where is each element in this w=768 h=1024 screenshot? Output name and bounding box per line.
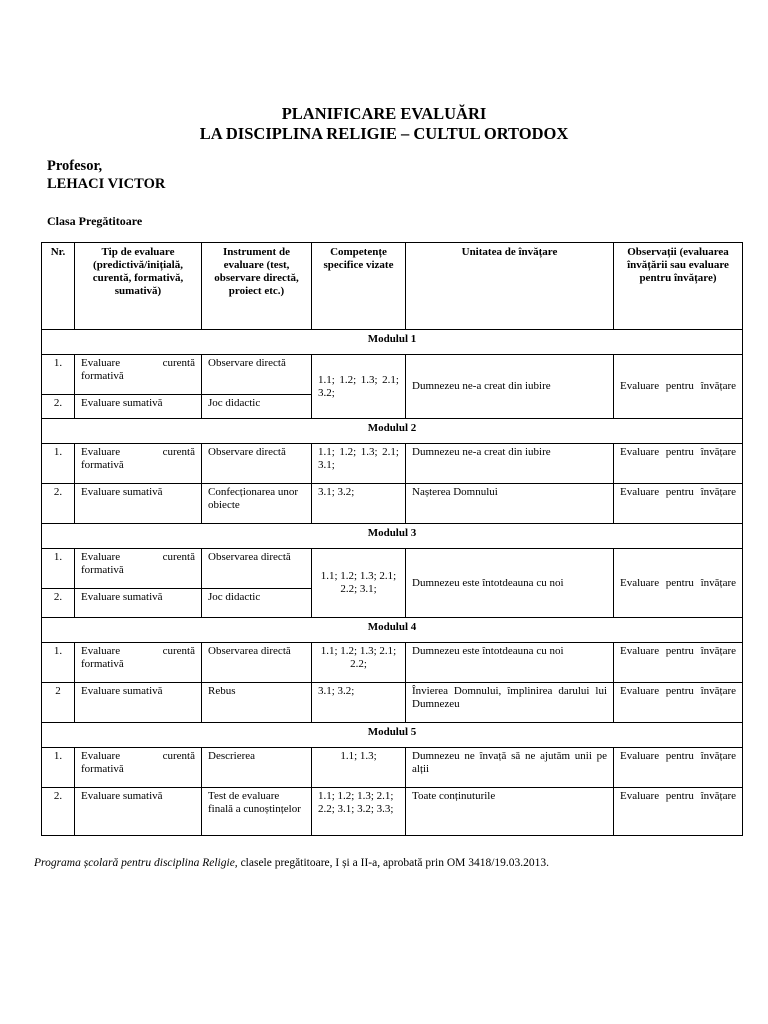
module-title: Modulul 4 [42, 618, 743, 643]
cell-competente: 3.1; 3.2; [312, 683, 406, 723]
module-title: Modulul 5 [42, 723, 743, 748]
module-row [42, 419, 743, 444]
cell-instrument: Observare directă [202, 355, 312, 395]
cell-observatii: Evaluare pentru învățare [614, 643, 743, 683]
cell-nr: 1. [42, 444, 75, 484]
footer-note [34, 857, 549, 869]
cell-observatii: Evaluare pentru învățare [614, 484, 743, 524]
cell-unitatea: Dumnezeu este întotdeauna cu noi [406, 643, 614, 683]
footer-rest: clasele pregătitoare, I și a II-a, aprobată prin OM 3418/19.03.2013. [237, 857, 550, 869]
module-row [42, 330, 743, 355]
cell-instrument: Rebus [202, 683, 312, 723]
cell-tip: Evaluare curentă formativă [75, 355, 202, 395]
cell-unitatea: Dumnezeu ne-a creat din iubire [406, 355, 614, 419]
profesor-name: LEHACI VICTOR [47, 176, 166, 192]
cell-nr: 2. [42, 589, 75, 618]
cell-tip: Evaluare sumativă [75, 589, 202, 618]
module-row [42, 723, 743, 748]
document-title-line2: LA DISCIPLINA RELIGIE – CULTUL ORTODOX [199, 124, 569, 143]
module-title: Modulul 2 [42, 419, 743, 444]
table-row [42, 355, 743, 395]
table-row [42, 444, 743, 484]
cell-tip: Evaluare curentă formativă [75, 643, 202, 683]
footer-italic: Programa școlară pentru disciplina Religie, [34, 857, 238, 869]
cell-instrument: Joc didactic [202, 395, 312, 419]
cell-instrument: Observare directă [202, 444, 312, 484]
cell-nr: 1. [42, 748, 75, 788]
cell-nr: 1. [42, 643, 75, 683]
cell-instrument: Confecționarea unor obiecte [202, 484, 312, 524]
cell-tip: Evaluare sumativă [75, 395, 202, 419]
module-row [42, 524, 743, 549]
table-row [42, 683, 743, 723]
cell-observatii: Evaluare pentru învățare [614, 444, 743, 484]
cell-instrument: Descrierea [202, 748, 312, 788]
cell-unitatea: Învierea Domnului, împlinirea darului lui Dumnezeu [406, 683, 614, 723]
cell-unitatea: Dumnezeu este întotdeauna cu noi [406, 549, 614, 618]
cell-competente: 1.1; 1.2; 1.3; 2.1; 2.2; 3.1; [312, 549, 406, 618]
cell-instrument: Test de evaluare finală a cunoștințelor [202, 788, 312, 836]
cell-competente: 1.1; 1.2; 1.3; 2.1; 2.2; 3.1; 3.2; 3.3; [312, 788, 406, 836]
table-header-row [42, 243, 743, 330]
profesor-label: Profesor, [47, 158, 103, 174]
header-competente: Competențe specifice vizate [312, 243, 406, 330]
header-tip: Tip de evaluare (predictivă/inițială, curentă, formativă, sumativă) [75, 243, 202, 330]
cell-nr: 1. [42, 549, 75, 589]
cell-tip: Evaluare sumativă [75, 788, 202, 836]
header-unitatea: Unitatea de învățare [406, 243, 614, 330]
table-row [42, 484, 743, 524]
cell-competente: 1.1; 1.2; 1.3; 2.1; 2.2; [312, 643, 406, 683]
table-row [42, 788, 743, 836]
cell-observatii: Evaluare pentru învățare [614, 549, 743, 618]
cell-instrument: Joc didactic [202, 589, 312, 618]
cell-competente: 1.1; 1.3; [312, 748, 406, 788]
table-row [42, 748, 743, 788]
cell-nr: 2. [42, 484, 75, 524]
cell-instrument: Observarea directă [202, 549, 312, 589]
cell-instrument: Observarea directă [202, 643, 312, 683]
table-row [42, 549, 743, 589]
cell-tip: Evaluare curentă formativă [75, 549, 202, 589]
header-instrument: Instrument de evaluare (test, observare directă, proiect etc.) [202, 243, 312, 330]
cell-observatii: Evaluare pentru învățare [614, 788, 743, 836]
cell-tip: Evaluare curentă formativă [75, 444, 202, 484]
cell-competente: 1.1; 1.2; 1.3; 2.1; 3.2; [312, 355, 406, 419]
cell-nr: 2. [42, 395, 75, 419]
cell-nr: 2 [42, 683, 75, 723]
evaluation-table [41, 242, 743, 836]
cell-observatii: Evaluare pentru învățare [614, 355, 743, 419]
cell-unitatea: Nașterea Domnului [406, 484, 614, 524]
cell-observatii: Evaluare pentru învățare [614, 748, 743, 788]
module-title: Modulul 1 [42, 330, 743, 355]
clasa-label: Clasa Pregătitoare [47, 214, 143, 228]
cell-nr: 2. [42, 788, 75, 836]
table-row [42, 643, 743, 683]
cell-competente: 3.1; 3.2; [312, 484, 406, 524]
cell-observatii: Evaluare pentru învățare [614, 683, 743, 723]
document-title-line1: PLANIFICARE EVALUĂRI [281, 104, 487, 123]
header-observatii: Observații (evaluarea învățării sau evaluare pentru învățare) [614, 243, 743, 330]
module-row [42, 618, 743, 643]
cell-competente: 1.1; 1.2; 1.3; 2.1; 3.1; [312, 444, 406, 484]
cell-unitatea: Toate conținuturile [406, 788, 614, 836]
cell-tip: Evaluare curentă formativă [75, 748, 202, 788]
module-title: Modulul 3 [42, 524, 743, 549]
cell-unitatea: Dumnezeu ne învață să ne ajutăm unii pe alții [406, 748, 614, 788]
cell-nr: 1. [42, 355, 75, 395]
cell-tip: Evaluare sumativă [75, 484, 202, 524]
cell-unitatea: Dumnezeu ne-a creat din iubire [406, 444, 614, 484]
cell-tip: Evaluare sumativă [75, 683, 202, 723]
header-nr: Nr. [42, 243, 75, 330]
